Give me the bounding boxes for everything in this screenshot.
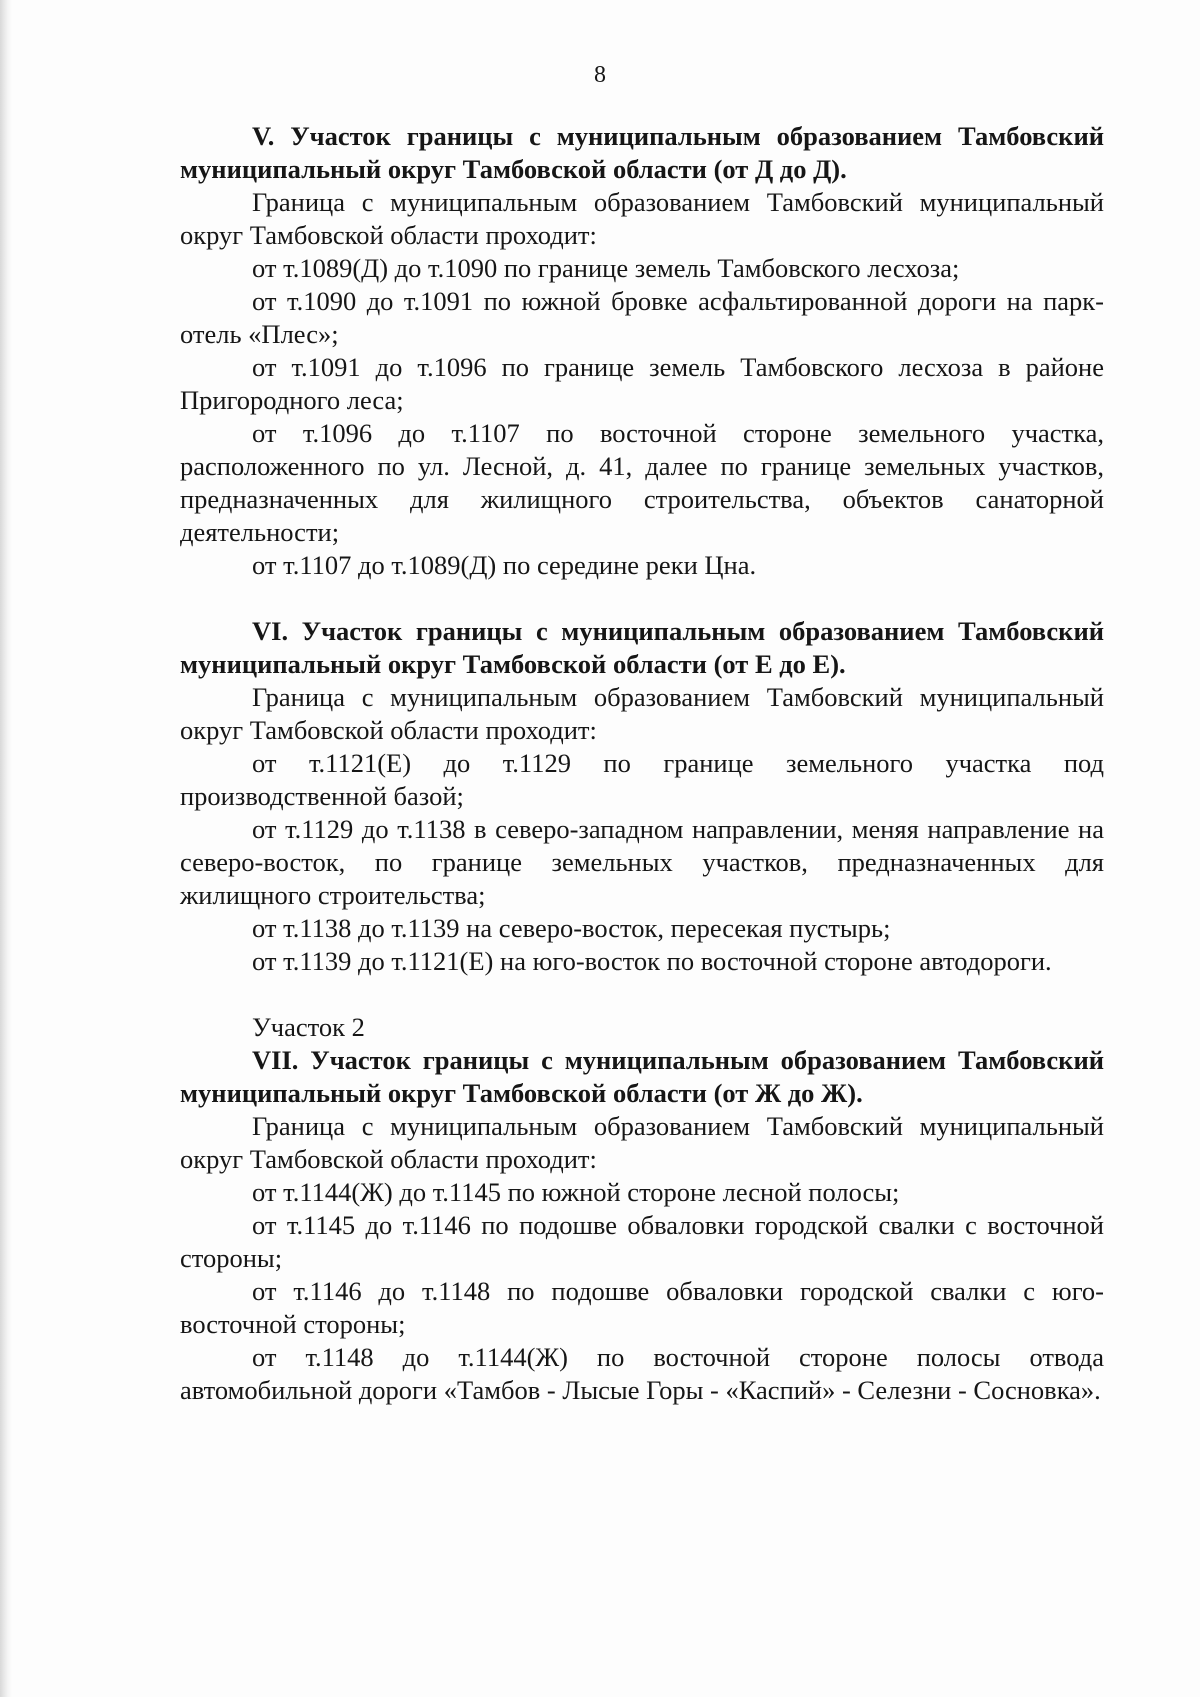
section-vii: [180, 1011, 1104, 1407]
boundary-item: от т.1139 до т.1121(Е) на юго-восток по восточной стороне автодороги.: [252, 946, 1052, 976]
section-spacer: [180, 582, 1104, 615]
boundary-item: от т.1121(Е) до т.1129 по границе земельного участка под производственной базой;: [180, 748, 1104, 811]
section-intro: Граница с муниципальным образованием Тамбовский муниципальный округ Тамбовской области проходит:: [180, 682, 1104, 745]
boundary-item: от т.1138 до т.1139 на северо-восток, пересекая пустырь;: [252, 913, 891, 943]
section-vi: [180, 615, 1104, 978]
section-heading: VI. Участок границы с муниципальным образованием Тамбовский муниципальный округ Тамбовской области (от Е до Е).: [180, 616, 1104, 679]
boundary-item: от т.1090 до т.1091 по южной бровке асфальтированной дороги на парк-отель «Плес»;: [180, 286, 1104, 349]
part-subheading: Участок 2: [252, 1012, 365, 1042]
boundary-item: от т.1091 до т.1096 по границе земель Тамбовского лесхоза в районе Пригородного леса;: [180, 352, 1104, 415]
section-heading: VII. Участок границы с муниципальным образованием Тамбовский муниципальный округ Тамбовской области (от Ж до Ж).: [180, 1045, 1104, 1108]
boundary-item: от т.1096 до т.1107 по восточной стороне земельного участка, расположенного по ул. Лесной, д. 41, далее по границе земельных участков, предназначенных для жилищного строительства, объектов санаторной деятельности;: [180, 418, 1104, 547]
boundary-item: от т.1145 до т.1146 по подошве обваловки городской свалки с восточной стороны;: [180, 1210, 1104, 1273]
boundary-item: от т.1129 до т.1138 в северо-западном направлении, меняя направление на северо-восток, по границе земельных участков, предназначенных для жилищного строительства;: [180, 814, 1104, 910]
boundary-item: от т.1144(Ж) до т.1145 по южной стороне лесной полосы;: [252, 1177, 900, 1207]
boundary-item: от т.1107 до т.1089(Д) по середине реки Цна.: [252, 550, 757, 580]
boundary-item: от т.1089(Д) до т.1090 по границе земель Тамбовского лесхоза;: [252, 253, 960, 283]
document-body: [180, 120, 1104, 1407]
section-v: [180, 120, 1104, 582]
section-heading: V. Участок границы с муниципальным образованием Тамбовский муниципальный округ Тамбовской области (от Д до Д).: [180, 121, 1104, 184]
boundary-item: от т.1146 до т.1148 по подошве обваловки городской свалки с юго-восточной стороны;: [180, 1276, 1104, 1339]
boundary-item: от т.1148 до т.1144(Ж) по восточной стороне полосы отвода автомобильной дороги «Тамбов - Лысые Горы - «Каспий» - Селезни - Сосновка».: [180, 1342, 1104, 1405]
section-spacer: [180, 978, 1104, 1011]
scan-edge-shadow: [0, 0, 12, 1697]
section-intro: Граница с муниципальным образованием Тамбовский муниципальный округ Тамбовской области проходит:: [180, 1111, 1104, 1174]
section-intro: Граница с муниципальным образованием Тамбовский муниципальный округ Тамбовской области проходит:: [180, 187, 1104, 250]
page-number: 8: [594, 62, 606, 88]
